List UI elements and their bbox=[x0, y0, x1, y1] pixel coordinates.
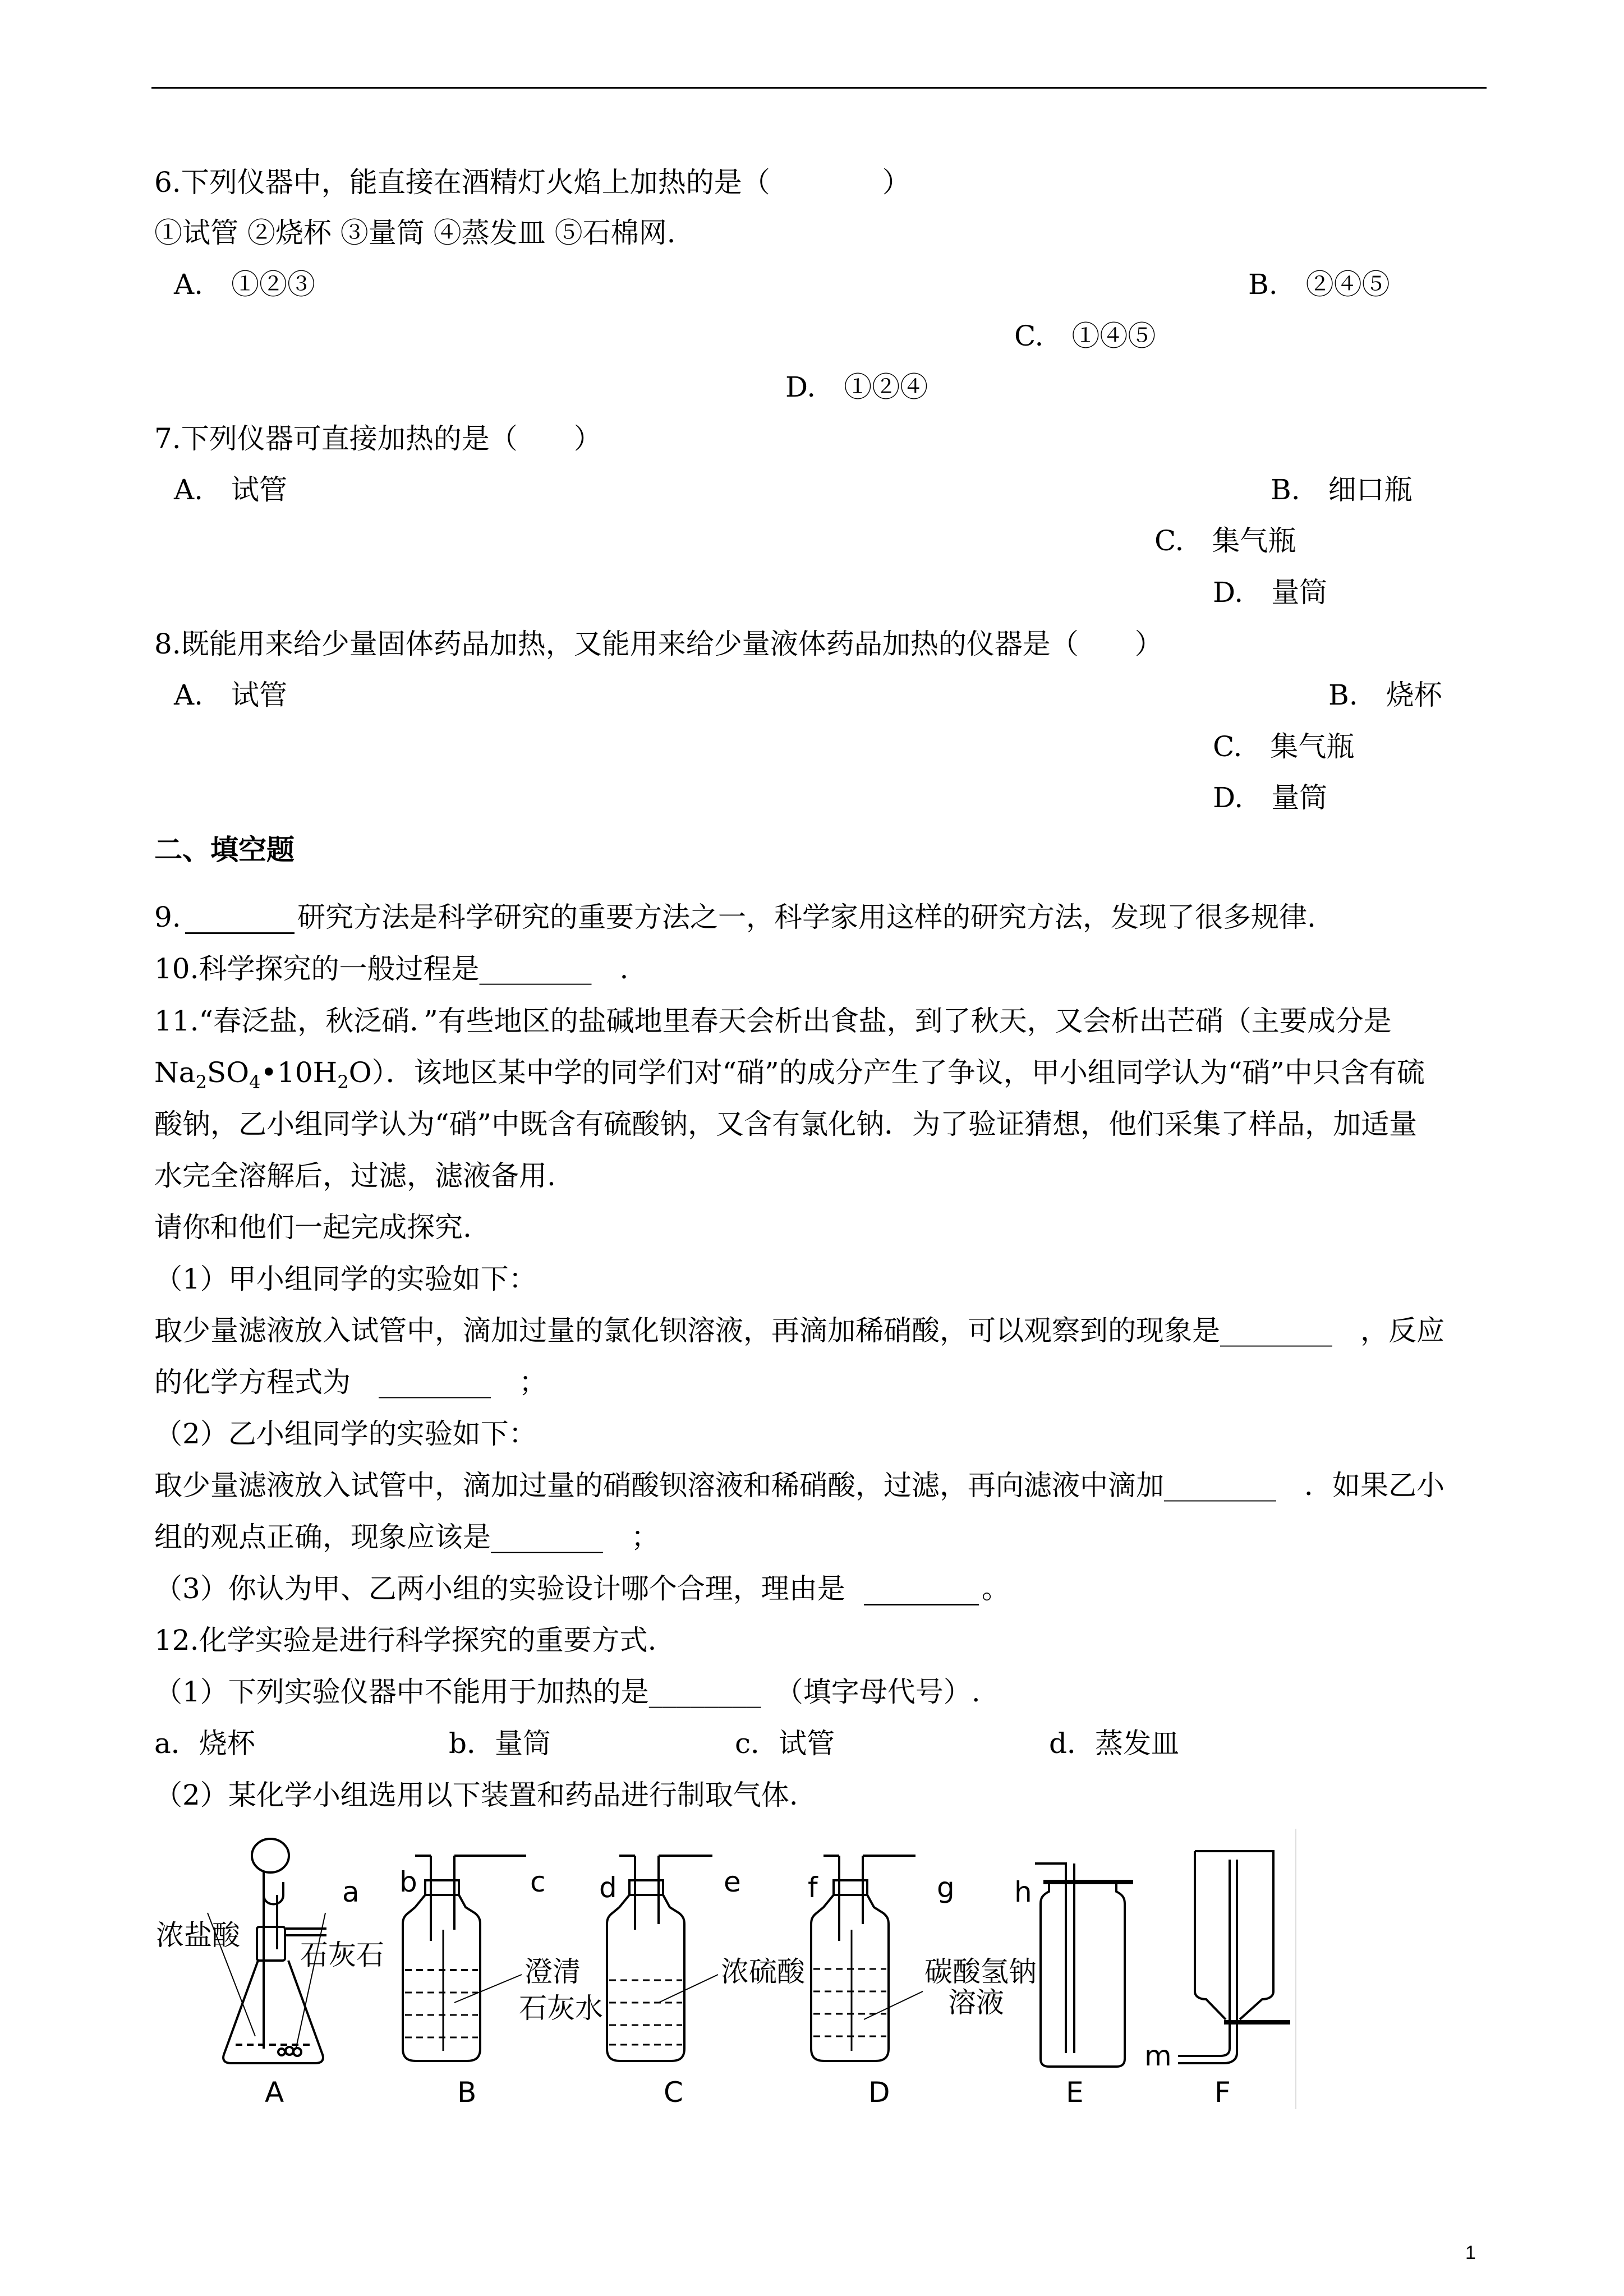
q12-option-d: d．蒸发皿 bbox=[1049, 1727, 1180, 1760]
q12-part-1: （1）下列实验仪器中不能用于加热的是________ （填字母代号）. bbox=[154, 1676, 981, 1708]
q11-part-3-end: 。 bbox=[982, 1572, 1010, 1605]
q8-option-a: A. 试管 bbox=[174, 679, 288, 711]
apparatus-d bbox=[811, 1856, 923, 2061]
q11-line-3: 酸钠，乙小组同学认为“硝”中既含有硫酸钠，又含有氯化钠．为了验证猜想，他们采集了样品，加适量 bbox=[154, 1108, 1418, 1140]
port-label-c: c bbox=[530, 1866, 546, 1898]
q6-list: ①试管 ②烧杯 ③量筒 ④蒸发皿 ⑤石棉网. bbox=[154, 217, 676, 249]
q12-stem: 12.化学实验是进行科学探究的重要方式. bbox=[154, 1624, 657, 1657]
apparatus-f bbox=[1178, 1851, 1290, 2063]
q10-text: 10.科学探究的一般过程是________ . bbox=[154, 953, 629, 985]
q11-line-1: 11.“春泛盐，秋泛硝．”有些地区的盐碱地里春天会析出食盐，到了秋天，又会析出芒硝（主要成分是 bbox=[154, 1005, 1392, 1037]
q11-line-4: 水完全溶解后，过滤，滤液备用. bbox=[154, 1159, 556, 1192]
header-rule bbox=[151, 87, 1487, 89]
q9-answer-blank[interactable] bbox=[185, 932, 295, 934]
q8-stem: 8.既能用来给少量固体药品加热，又能用来给少量液体药品加热的仪器是（ ） bbox=[154, 628, 1163, 660]
q12-option-a: a．烧杯 bbox=[154, 1727, 255, 1760]
reagent-lime-water-1: 澄清 bbox=[525, 1955, 581, 1988]
reagent-limestone: 石灰石 bbox=[300, 1939, 384, 1971]
apparatus-c bbox=[607, 1856, 718, 2061]
q7-option-a: A. 试管 bbox=[174, 473, 288, 506]
q9-number: 9. bbox=[154, 901, 181, 933]
q11-part-2-line-b: 组的观点正确，现象应该是________ ； bbox=[154, 1521, 659, 1553]
port-label-b: b bbox=[399, 1866, 417, 1898]
q8-option-c: C. 集气瓶 bbox=[1213, 730, 1355, 763]
q12-option-c: c．试管 bbox=[735, 1727, 835, 1760]
caption-b: B bbox=[457, 2076, 477, 2109]
q12-part-2: （2）某化学小组选用以下装置和药品进行制取气体. bbox=[154, 1779, 798, 1811]
caption-c: C bbox=[664, 2076, 683, 2109]
q11-part-1-line-b: 的化学方程式为 ________ ； bbox=[154, 1366, 547, 1398]
apparatus-b bbox=[403, 1856, 526, 2061]
reagent-lime-water-2: 石灰水 bbox=[519, 1992, 603, 2024]
reagent-nahco3-2: 溶液 bbox=[948, 1986, 1004, 2019]
q11-part-2: （2）乙小组同学的实验如下： bbox=[154, 1418, 537, 1450]
q6-option-c: C. ①④⑤ bbox=[1014, 320, 1156, 352]
q7-option-b: B. 细口瓶 bbox=[1271, 473, 1413, 506]
q11-part-1: （1）甲小组同学的实验如下： bbox=[154, 1263, 537, 1295]
q6-stem: 6.下列仪器中，能直接在酒精灯火焰上加热的是（ ） bbox=[154, 166, 910, 199]
caption-e: E bbox=[1066, 2076, 1084, 2109]
page-number: 1 bbox=[1465, 2242, 1476, 2263]
q12-option-b: b．量筒 bbox=[449, 1727, 551, 1760]
q7-option-c: C. 集气瓶 bbox=[1154, 524, 1296, 557]
port-label-e: e bbox=[724, 1866, 741, 1898]
section-heading: 二、填空题 bbox=[154, 834, 295, 866]
q11-part-1-line-a: 取少量滤液放入试管中，滴加过量的氯化钡溶液，再滴加稀硝酸，可以观察到的现象是________ ，反应 bbox=[154, 1314, 1444, 1347]
q7-stem: 7.下列仪器可直接加热的是（ ） bbox=[154, 422, 602, 455]
caption-f: F bbox=[1214, 2076, 1231, 2109]
apparatus-e bbox=[1035, 1864, 1133, 2067]
q6-option-d: D. ①②④ bbox=[785, 371, 928, 403]
reagent-h2so4: 浓硫酸 bbox=[721, 1955, 805, 1988]
port-label-a: a bbox=[342, 1876, 360, 1908]
reagent-nahco3-1: 碳酸氢钠 bbox=[924, 1955, 1037, 1988]
port-label-f: f bbox=[808, 1871, 818, 1904]
q6-option-a: A. ①②③ bbox=[174, 268, 316, 301]
q11-line-5: 请你和他们一起完成探究. bbox=[154, 1211, 472, 1244]
q8-option-d: D. 量筒 bbox=[1213, 781, 1328, 814]
port-label-d: d bbox=[599, 1871, 617, 1904]
port-label-m: m bbox=[1144, 2040, 1172, 2072]
q11-part-3: （3）你认为甲、乙两小组的实验设计哪个合理，理由是 bbox=[154, 1572, 845, 1605]
caption-a: A bbox=[265, 2076, 284, 2109]
q11-part-3-blank[interactable] bbox=[864, 1604, 979, 1605]
port-label-g: g bbox=[937, 1871, 955, 1904]
caption-d: D bbox=[868, 2076, 890, 2109]
q6-option-b: B. ②④⑤ bbox=[1248, 268, 1390, 301]
q8-option-b: B. 烧杯 bbox=[1328, 679, 1442, 711]
q11-line-2: $Na_2SO_4•10H_2O$）．该地区某中学的同学们对“硝”的成分产生了争议，甲小组同学认为“硝”中只含有硫 bbox=[154, 1056, 1425, 1093]
q11-part-2-line-a: 取少量滤液放入试管中，滴加过量的硝酸钡溶液和稀硝酸，过滤，再向滤液中滴加________ ．如果乙小 bbox=[154, 1469, 1444, 1502]
q9-text: 研究方法是科学研究的重要方法之一，科学家用这样的研究方法，发现了很多规律. bbox=[297, 901, 1316, 933]
q7-option-d: D. 量筒 bbox=[1213, 576, 1328, 609]
reagent-hcl: 浓盐酸 bbox=[156, 1919, 240, 1952]
port-label-h: h bbox=[1014, 1876, 1032, 1908]
